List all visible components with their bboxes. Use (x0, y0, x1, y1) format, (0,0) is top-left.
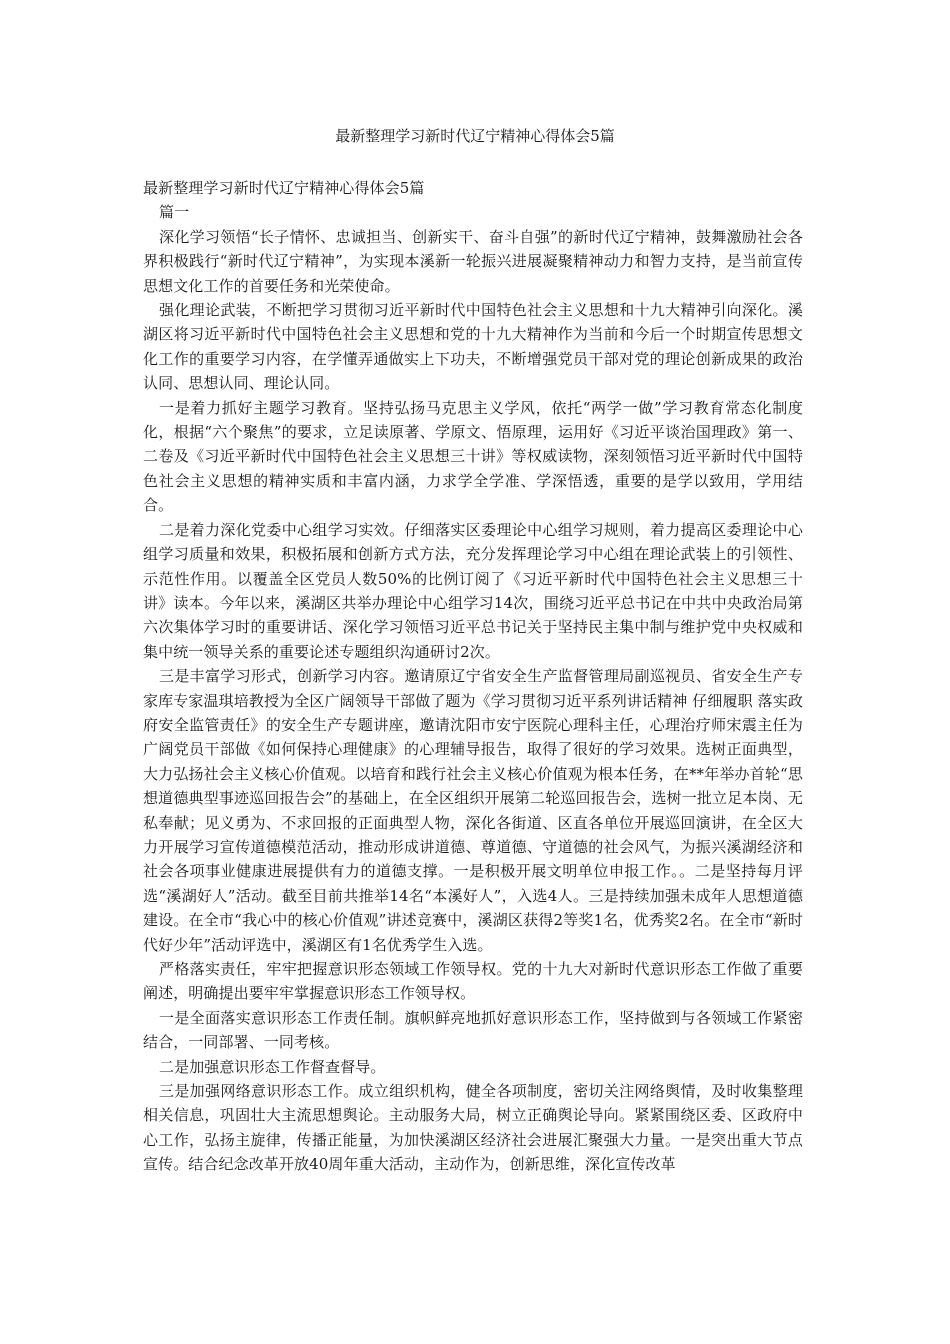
body-paragraph: 强化理论武装，不断把学习贯彻习近平新时代中国特色社会主义思想和十九大精神引向深化。溪湖区将习近平新时代中国特色社会主义思想和党的十九大精神作为当前和今后一个时期宣传思想文化工作的重要学习内容，在学懂弄通做实上下功夫，不断增强党员干部对党的理论创新成果的政治认同、思想认同、理论认同。 (143, 301, 803, 393)
body-paragraph: 一是全面落实意识形态工作责任制。旗帜鲜亮地抓好意识形态工作，坚持做到与各领域工作紧密结合，一同部署、一同考核。 (143, 1008, 803, 1052)
section-heading: 篇一 (159, 203, 190, 222)
document-title: 最新整理学习新时代辽宁精神心得体会5篇 (335, 127, 615, 145)
body-paragraph: 严格落实责任，牢牢把握意识形态领域工作领导权。党的十九大对新时代意识形态工作做了重要阐述，明确提出要牢牢掌握意识形态工作领导权。 (143, 960, 803, 1003)
body-paragraph: 三是加强网络意识形态工作。成立组织机构，健全各项制度，密切关注网络舆情，及时收集整理相关信息，巩固壮大主流思想舆论。主动服务大局，树立正确舆论导向。紧紧围绕区委、区政府中心工作，弘扬主旋律，传播正能量，为加快溪湖区经济社会进展汇聚强大力量。一是突出重大节点宣传。结合纪念改革开放40周年重大活动，主动作为，创新思维，深化宣传改革 (143, 1082, 803, 1174)
body-paragraph: 深化学习领悟“长子情怀、忠诚担当、创新实干、奋斗自强”的新时代辽宁精神，鼓舞激励社会各界积极践行“新时代辽宁精神”，为实现本溪新一轮振兴进展凝聚精神动力和智力支持，是当前宣传思想文化工作的首要任务和光荣使命。 (143, 227, 803, 295)
body-paragraph: 二是加强意识形态工作督查督导。 (159, 1057, 386, 1076)
body-paragraph: 三是丰富学习形式，创新学习内容。邀请原辽宁省安全生产监督管理局副巡视员、省安全生产专家库专家温琪培教授为全区广阔领导干部做了题为《学习贯彻习近平系列讲话精神 仔细履职 落实政府安全监管责任》的安全生产专题讲座，邀请沈阳市安宁医院心理科主任，心理治疗师宋震主任为广阔党员干部做《如何保持心理健康》的心理辅导报告，取得了很好的学习效果。选树正面典型，大力弘扬社会主义核心价值观。以培育和践行社会主义核心价值观为根本任务，在**年举办首轮“思想道德典型事迹巡回报告会”的基础上，在全区组织开展第二轮巡回报告会，选树一批立足本岗、无私奉献；见义勇为、不求回报的正面典型人物，深化各街道、区直各单位开展巡回演讲，在全区大力开展学习宣传道德模范活动，推动形成讲道德、尊道德、守道德的社会风气，为振兴溪湖经济和社会各项事业健康进展提供有力的道德支撑。一是积极开展文明单位申报工作。。二是坚持每月评选“溪湖好人”活动。截至目前共推举14名“本溪好人”，入选4人。三是持续加强未成年人思想道德建设。在全市“我心中的核心价值观”讲述竞赛中，溪湖区获得2等奖1名，优秀奖2名。在全市“新时代好少年”活动评选中，溪湖区有1名优秀学生入选。 (143, 667, 803, 954)
document-subtitle: 最新整理学习新时代辽宁精神心得体会5篇 (143, 179, 425, 197)
body-paragraph: 二是着力深化党委中心组学习实效。仔细落实区委理论中心组学习规则，着力提高区委理论中心组学习质量和效果，积极拓展和创新方式方法，充分发挥理论学习中心组在理论武装上的引领性、示范性作用。以覆盖全区党员人数50%的比例订阅了《习近平新时代中国特色社会主义思想三十讲》读本。今年以来，溪湖区共举办理论中心组学习14次，围绕习近平总书记在中共中央政治局第六次集体学习时的重要讲话、深化学习领悟习近平总书记关于坚持民主集中制与维护党中央权威和集中统一领导关系的重要论述专题组织沟通研讨2次。 (143, 520, 803, 661)
document-body (143, 176, 803, 1177)
body-paragraph: 一是着力抓好主题学习教育。坚持弘扬马克思主义学风，依托“两学一做”学习教育常态化制度化，根据“六个聚焦”的要求，立足读原著、学原文、悟原理，运用好《习近平谈治国理政》第一、二卷及《习近平新时代中国特色社会主义思想三十讲》等权威读物，深刻领悟习近平新时代中国特色社会主义思想的精神实质和丰富内涵，力求学全学准、学深悟透，重要的是学以致用，学用结合。 (143, 398, 803, 515)
